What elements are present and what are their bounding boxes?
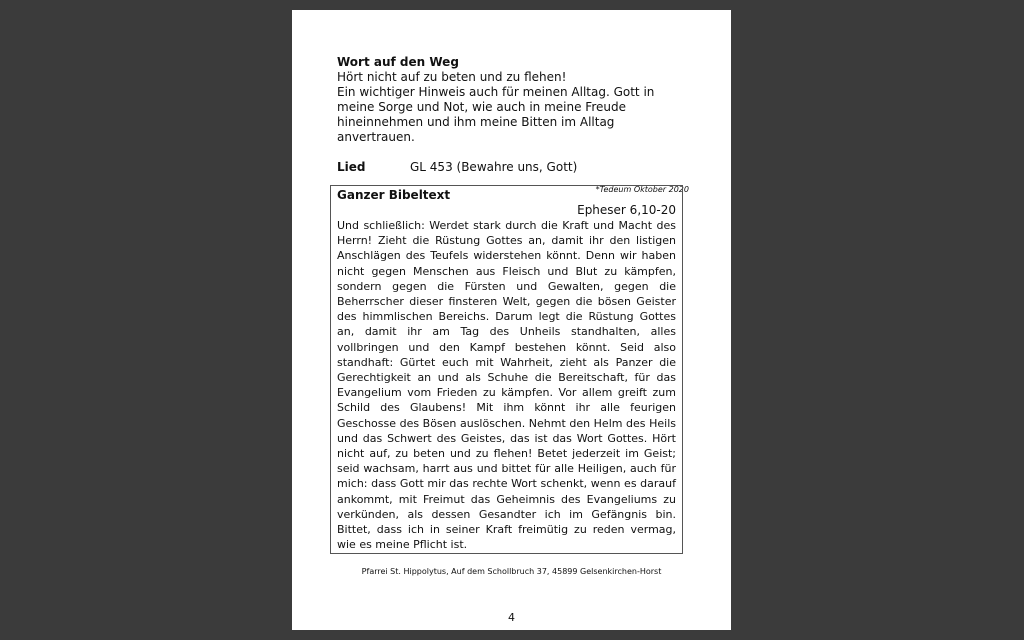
bible-text-box xyxy=(330,185,683,554)
page-footer: Pfarrei St. Hippolytus, Auf dem Schollbruch 37, 45899 Gelsenkirchen-Horst xyxy=(361,567,662,576)
section-first-line: Hört nicht auf zu beten und zu flehen! xyxy=(337,70,567,84)
section-title-wort-auf-den-weg: Wort auf den Weg xyxy=(337,55,459,69)
bible-box-title: Ganzer Bibeltext xyxy=(337,188,451,202)
bible-text: Und schließlich: Werdet stark durch die Kraft und Macht des Herrn! Zieht die Rüstung Gottes an, damit ihr den listigen Anschlägen des Teufels widerstehen könnt. Denn wir haben nicht gegen Menschen aus Fleisch und Blut zu kämpfen, sondern gegen die Fürsten und Gewalten, gegen die Beherrscher dieser finsteren Welt, gegen die bösen Geister des himmlischen Bereichs. Darum legt die Rüstung Gottes an, damit ihr am Tag des Unheils standhalten, alles vollbringen und den Kampf bestehen könnt. Seid also standhaft: Gürtet euch mit Wahrheit, zieht als Panzer die Gerechtigkeit an und als Schuhe die Bereitschaft, für das Evangelium vom Frieden zu kämpfen. Vor allem greift zum Schild des Glaubens! Mit ihm könnt ihr alle feurigen Geschosse des Bösen auslöschen. Nehmt den Helm des Heils und das Schwert des Geistes, das ist das Wort Gottes. Hört nicht auf, zu beten und zu flehen! Betet jederzeit im Geist; seid wachsam, harrt aus und bittet für alle Heiligen, auch für mich: dass Gott mir das rechte Wort schenkt, wenn es darauf ankommt, mit Freimut das Geheimnis des Evangeliums zu verkünden, als dessen Gesandter ich im Gefängnis bin. Bittet, dass ich in seiner Kraft freimütig zu reden vermag, wie es meine Pflicht ist. xyxy=(337,219,676,552)
source-note: *Tedeum Oktober 2020 xyxy=(595,185,689,194)
document-page xyxy=(292,10,731,630)
page-number: 4 xyxy=(508,611,515,624)
lied-value: GL 453 (Bewahre uns, Gott) xyxy=(410,160,578,174)
lied-label: Lied xyxy=(337,160,366,174)
section-paragraph: Ein wichtiger Hinweis auch für meinen Alltag. Gott in meine Sorge und Not, wie auch in meine Freude hineinnehmen und ihm meine Bitten im Alltag anvertrauen. xyxy=(337,85,655,144)
bible-reference: Epheser 6,10-20 xyxy=(577,203,676,217)
page-content xyxy=(337,55,689,196)
lied-row xyxy=(337,160,689,175)
